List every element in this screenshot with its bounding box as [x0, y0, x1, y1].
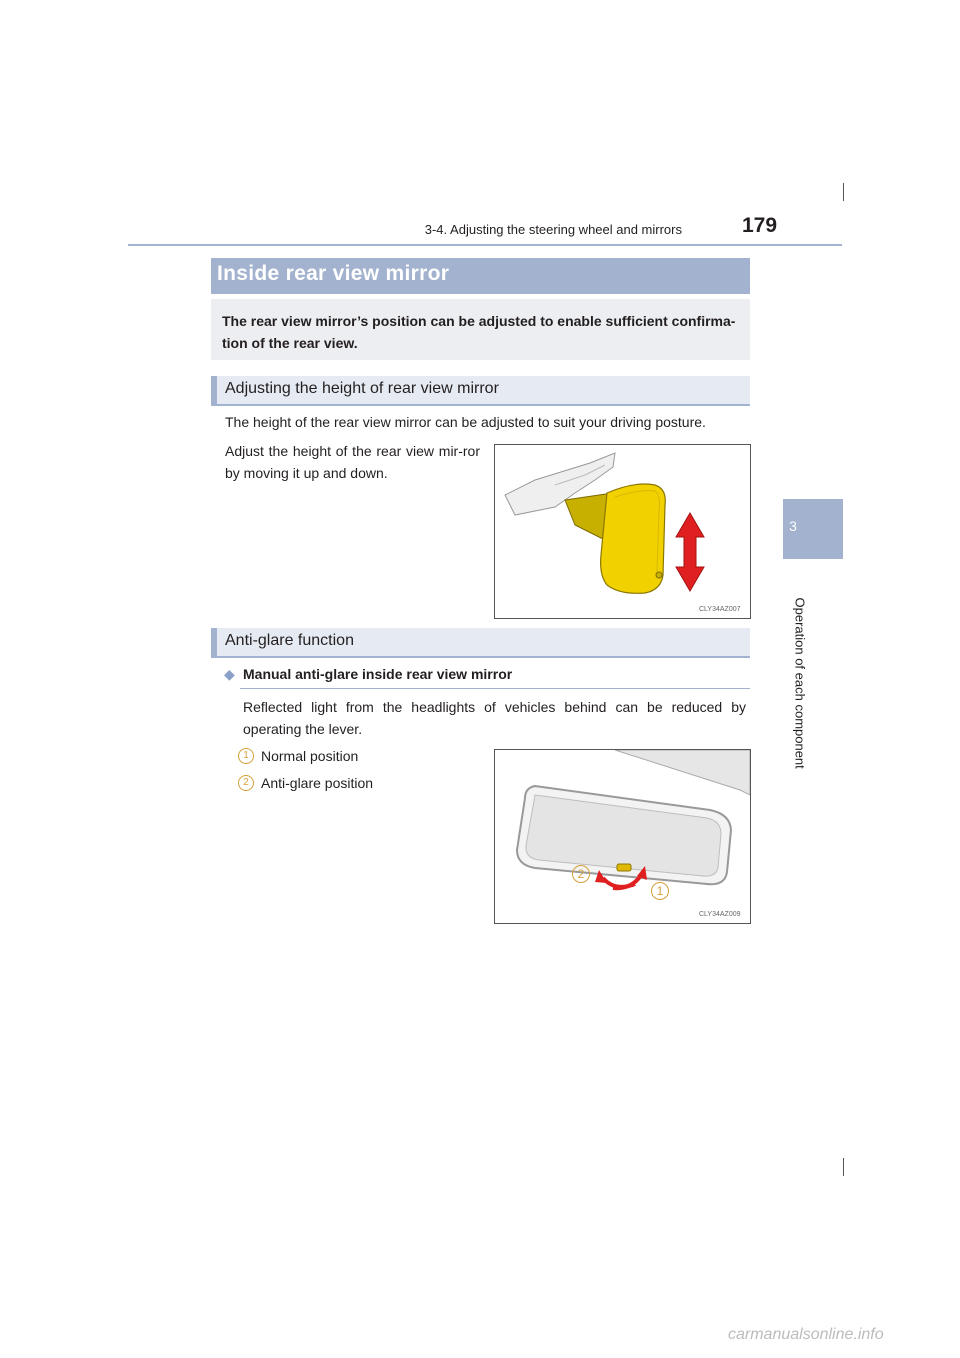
- subsection-title-height: Adjusting the height of rear view mirror: [225, 380, 499, 397]
- item-antiglare-position: Anti-glare position: [261, 775, 374, 791]
- mirror-height-illustration: [495, 445, 750, 618]
- subsection-title-antiglare: Anti-glare function: [225, 632, 354, 649]
- figure-callout-1-icon: 1: [651, 882, 669, 900]
- section-title: Inside rear view mirror: [217, 262, 450, 285]
- figure-callout-2-icon: 2: [572, 865, 590, 883]
- header-rule: [128, 244, 842, 246]
- figure-mirror-height: [494, 444, 751, 619]
- manual-antiglare-text: Reflected light from the headlights of vehicles behind can be reduced by operating the lever.: [243, 699, 746, 737]
- mirror-antiglare-illustration: [495, 750, 750, 923]
- item-normal-position: Normal position: [261, 748, 359, 764]
- subsection-accent-height: [211, 376, 217, 404]
- intro-text: The rear view mirror’s position can be adjusted to enable sufficient confirma-tion of the rear view.: [222, 313, 736, 351]
- chapter-number: 3: [789, 518, 797, 534]
- crop-mark-top: [843, 183, 844, 201]
- header-section-title: 3-4. Adjusting the steering wheel and mirrors: [424, 222, 682, 237]
- watermark: carmanualsonline.info: [728, 1326, 884, 1343]
- subsection-accent-antiglare: [211, 628, 217, 656]
- callout-2-icon: 2: [238, 775, 254, 791]
- figure-code-height: CLY34AZ007: [699, 606, 741, 613]
- manual-antiglare-title: Manual anti-glare inside rear view mirror: [243, 666, 513, 682]
- figure-code-antiglare: CLY34AZ009: [699, 911, 741, 918]
- figure-mirror-antiglare: [494, 749, 751, 924]
- height-instruction-text: Adjust the height of the rear view mir-ror by moving it up and down.: [225, 443, 480, 481]
- manual-antiglare-rule: [240, 688, 750, 689]
- crop-mark-bottom: [843, 1158, 844, 1176]
- height-lead-text: The height of the rear view mirror can be adjusted to suit your driving posture.: [225, 414, 706, 430]
- page-number: 179: [742, 214, 778, 237]
- callout-1-icon: 1: [238, 748, 254, 764]
- diamond-bullet-icon: ◆: [224, 666, 235, 682]
- chapter-title: Operation of each component: [792, 597, 808, 769]
